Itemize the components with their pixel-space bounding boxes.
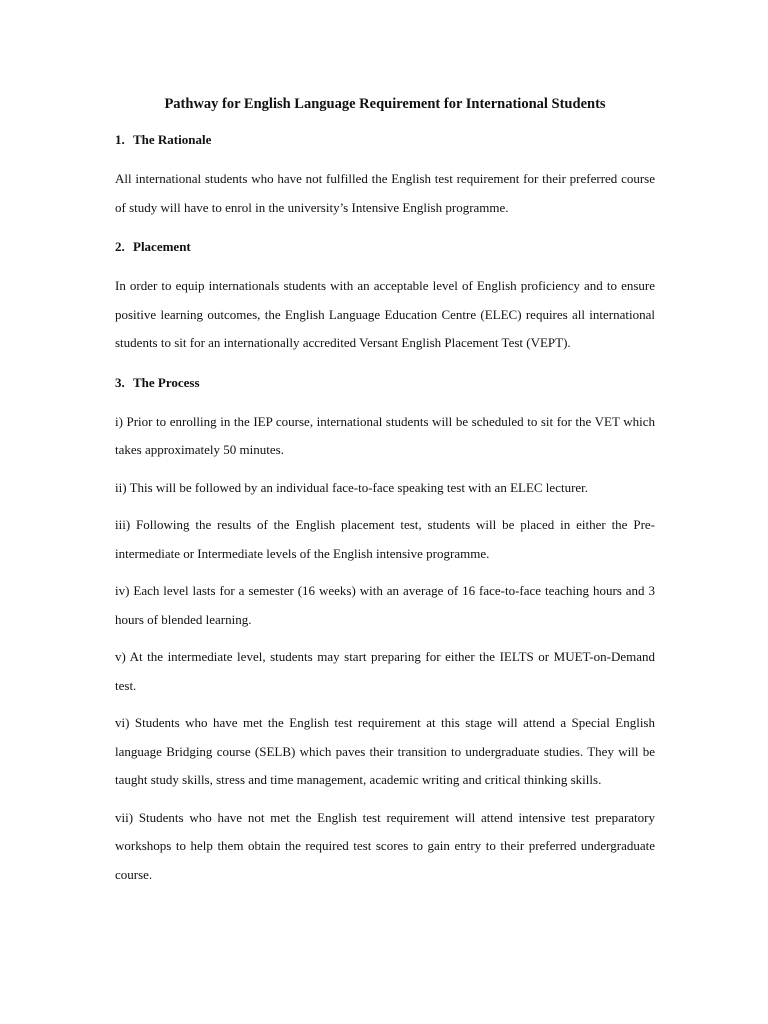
process-step-4: iv) Each level lasts for a semester (16 weeks) with an average of 16 face-to-face teaching hours and 3 hours of blended learning. (115, 583, 655, 627)
section-title: The Process (133, 374, 200, 390)
section-number: 1. (115, 132, 125, 147)
section-heading-rationale (115, 130, 655, 150)
section-number: 3. (115, 374, 125, 390)
section-title: The Rationale (133, 132, 212, 147)
process-step-6: vi) Students who have met the English test requirement at this stage will attend a Special English language Bridging course (SELB) which paves their transition to undergraduate studies. They will be taught study skills, stress and time management, academic writing and critical thinking skills. (115, 715, 655, 787)
section-heading-placement (115, 237, 655, 257)
process-step-7: vii) Students who have not met the English test requirement will attend intensive test preparatory workshops to help them obtain the required test scores to gain entry to their preferred undergraduate course. (115, 809, 655, 882)
document-page (115, 86, 655, 889)
section-number: 2. (115, 239, 125, 254)
section-title: Placement (133, 239, 191, 254)
process-step-3: iii) Following the results of the English placement test, students will be placed in either the Pre-intermediate or Intermediate levels of the English intensive programme. (115, 517, 655, 561)
process-step-1: i) Prior to enrolling in the IEP course, international students will be scheduled to sit for the VET which takes approximately 50 minutes. (115, 413, 655, 457)
process-step-2: ii) This will be followed by an individual face-to-face speaking test with an ELEC lecturer. (115, 479, 589, 495)
placement-paragraph: In order to equip internationals students with an acceptable level of English proficiency and to ensure positive learning outcomes, the English Language Education Centre (ELEC) requires all international students to sit for an internationally accredited Versant English Placement Test (VEPT). (115, 278, 655, 350)
document-title: Pathway for English Language Requirement for International Students (164, 96, 606, 112)
section-heading-process (115, 373, 655, 393)
process-step-5: v) At the intermediate level, students may start preparing for either the IELTS or MUET-on-Demand test. (115, 649, 655, 693)
rationale-paragraph: All international students who have not fulfilled the English test requirement for their preferred course of study will have to enrol in the university’s Intensive English programme. (115, 171, 655, 215)
